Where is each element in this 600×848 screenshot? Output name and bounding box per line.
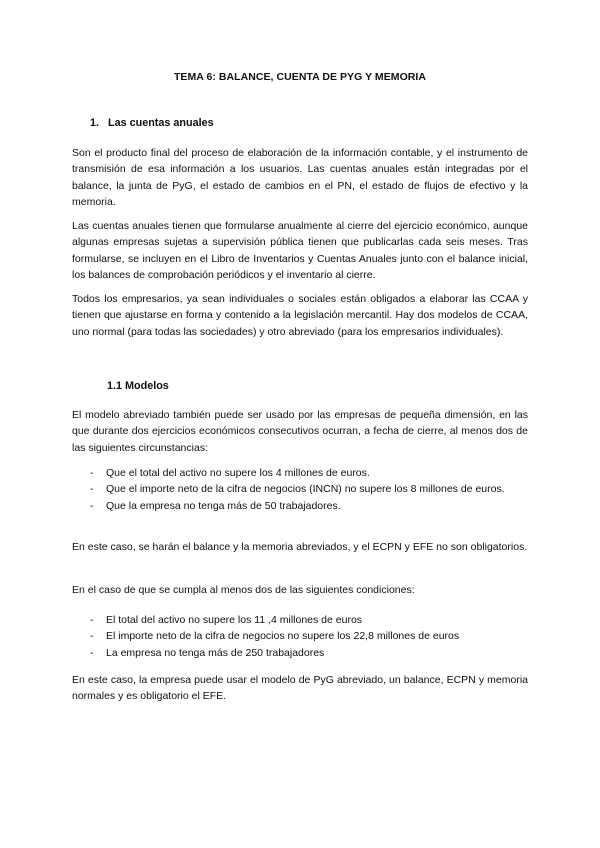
- paragraph-abreviados: En este caso, se harán el balance y la memoria abreviados, y el ECPN y EFE no son obligatorios.: [72, 541, 528, 553]
- bullet-dash: -: [90, 467, 94, 479]
- subsection-heading: 1.1 Modelos: [107, 380, 169, 392]
- list-item: - Que la empresa no tenga más de 50 trabajadores.: [72, 498, 528, 514]
- list-item: - El importe neto de la cifra de negocios no supere los 22,8 millones de euros: [72, 628, 528, 644]
- page-title: TEMA 6: BALANCE, CUENTA DE PYG Y MEMORIA: [173, 71, 427, 83]
- section-number: 1.: [90, 117, 100, 129]
- paragraph-2: Las cuentas anuales tienen que formularse anualmente al cierre del ejercicio económico, aunque algunas empresas sujetas a supervisión pública tienen que publicarlas cada seis meses. Tras formularse, se incluyen en el Libro de Inventarios y Cuentas Anuales junto con el balance inicial, los balances de comprobación periódicos y el inventario al cierre.: [72, 220, 528, 281]
- list-item: - Que el importe neto de la cifra de negocios (INCN) no supere los 8 millones de euros.: [72, 481, 528, 497]
- conditions-list-medium: [72, 612, 528, 661]
- paragraph-1: Son el producto final del proceso de elaboración de la información contable, y el instrumento de transmisión de esa información a los usuarios. Las cuentas anuales están integradas por el balance, la junta de PyG, el estado de cambios en el PN, el estado de flujos de efectivo y la memoria.: [72, 147, 528, 208]
- bullet-dash: -: [90, 499, 94, 512]
- list-item: - Que el total del activo no supere los 4 millones de euros.: [72, 465, 528, 481]
- paragraph-intro-modelos: El modelo abreviado también puede ser usado por las empresas de pequeña dimensión, en las que durante dos ejercicios económicos consecutivos ocurran, a fecha de cierre, al menos dos de las siguientes circunstancias:: [72, 409, 528, 454]
- paragraph-final: En este caso, la empresa puede usar el modelo de PyG abreviado, un balance, ECPN y memoria normales y es obligatorio el EFE.: [72, 674, 528, 703]
- list-item: - La empresa no tenga más de 250 trabajadores: [72, 645, 528, 661]
- bullet-dash: -: [90, 614, 94, 626]
- section-heading-text: Las cuentas anuales: [108, 117, 214, 129]
- list-item: - El total del activo no supere los 11 ,4 millones de euros: [72, 612, 528, 628]
- section-heading-1: [90, 117, 214, 129]
- paragraph-condiciones: En el caso de que se cumpla al menos dos de las siguientes condiciones:: [72, 584, 415, 596]
- conditions-list-small: [72, 465, 528, 514]
- paragraph-3: Todos los empresarios, ya sean individuales o sociales están obligados a elaborar las CCAA y tienen que ajustarse en forma y contenido a la legislación mercantil. Hay dos modelos de CCAA, uno normal (para todas las sociedades) y otro abreviado (para los empresarios individuales).: [72, 293, 528, 338]
- bullet-dash: -: [90, 483, 94, 496]
- bullet-dash: -: [90, 630, 94, 643]
- bullet-dash: -: [90, 646, 94, 659]
